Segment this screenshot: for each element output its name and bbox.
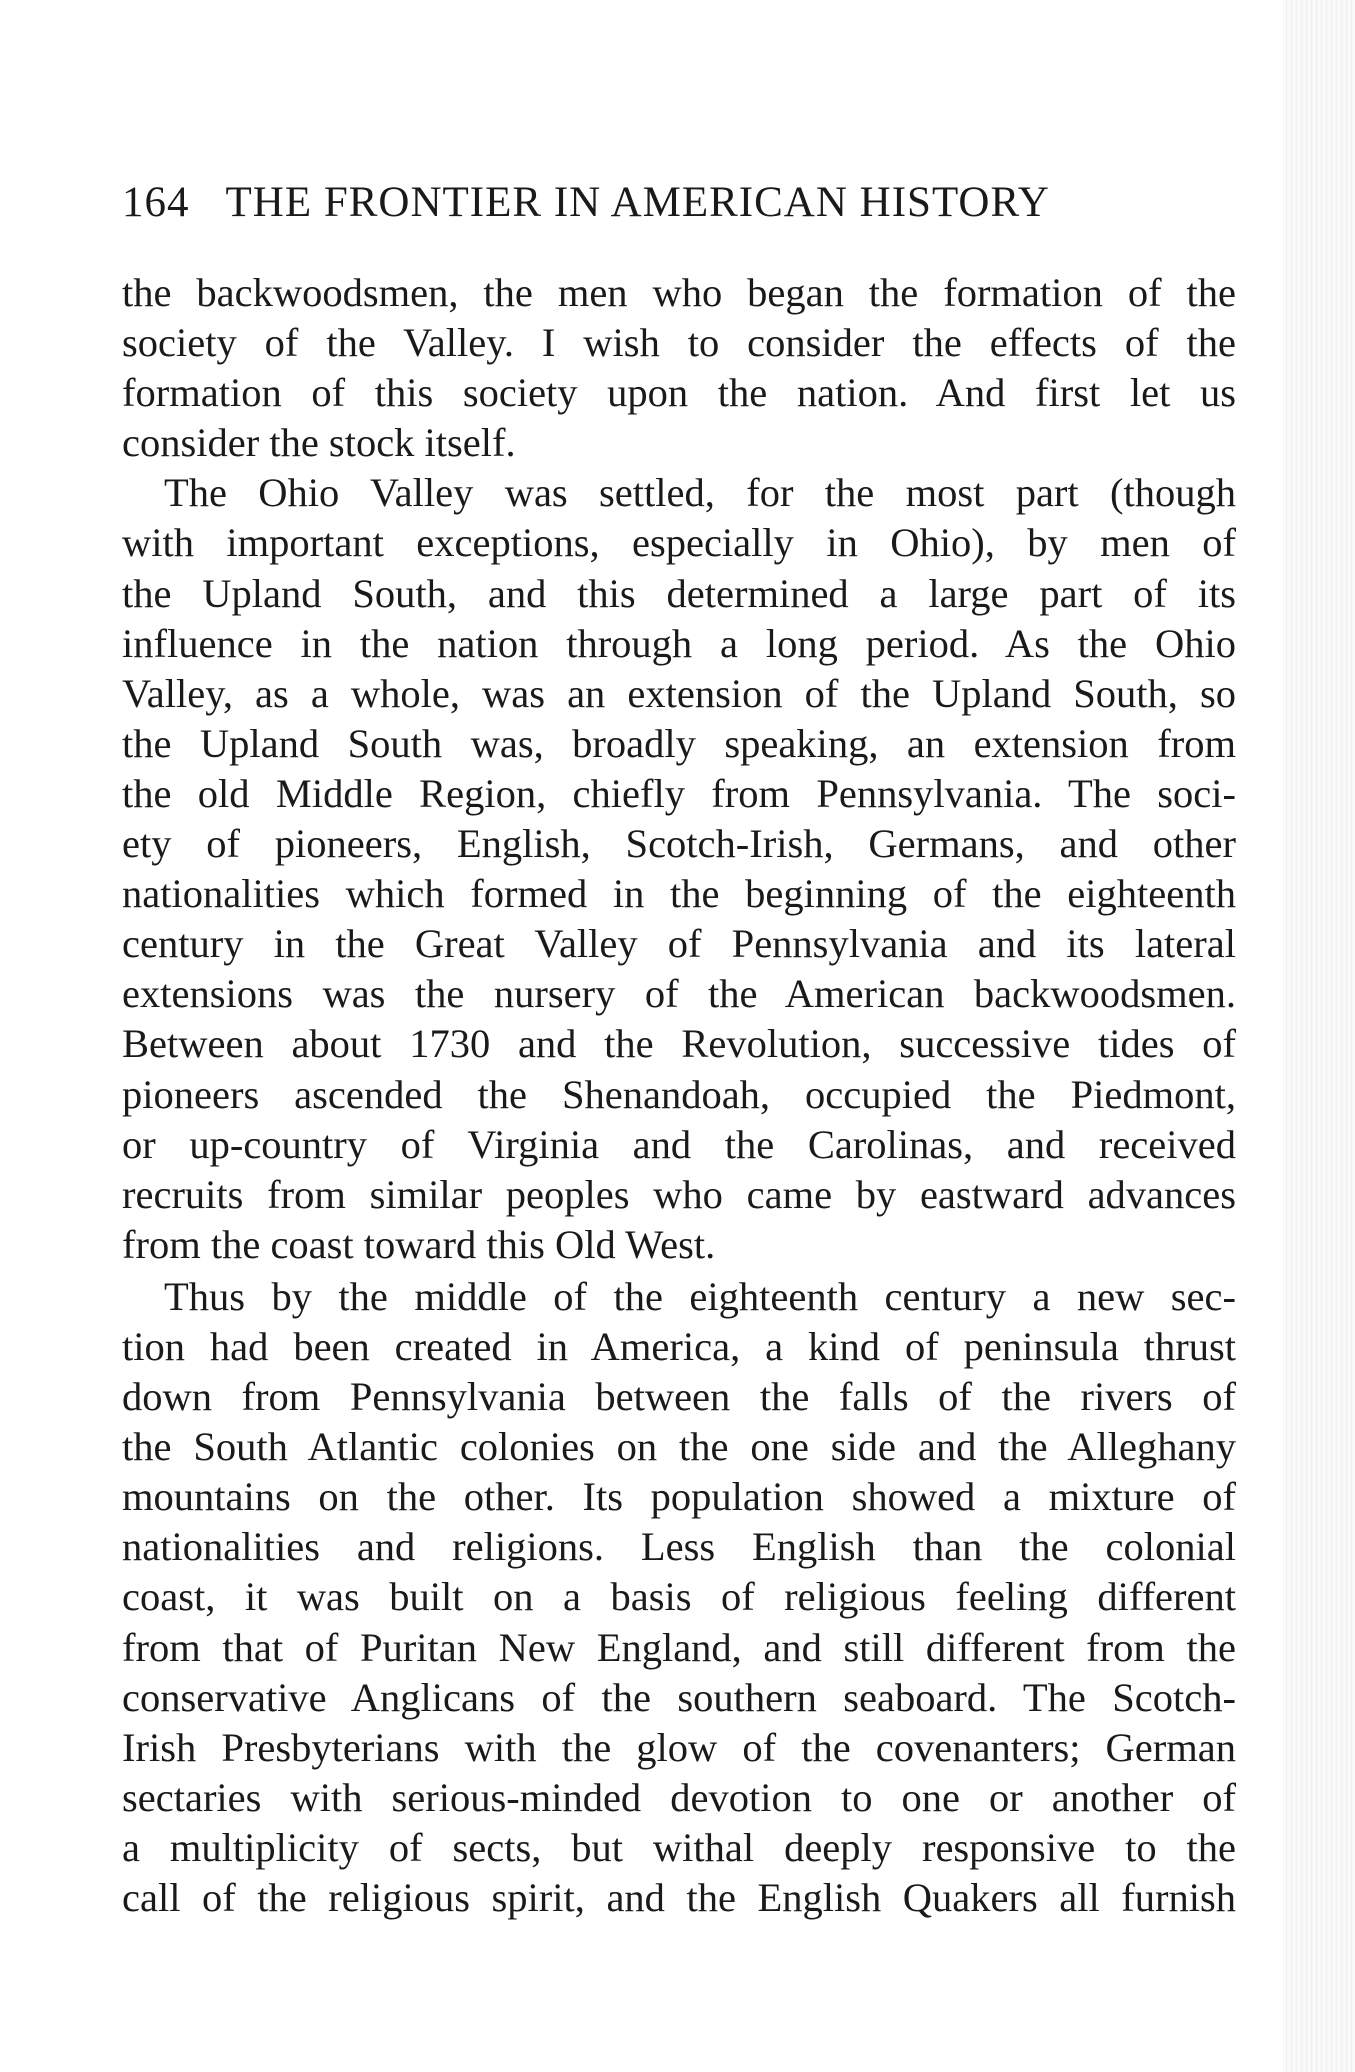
paragraph-1	[122, 268, 1236, 468]
text-line: ety of pioneers, English, Scotch-Irish, Germans, and other	[122, 821, 1236, 867]
text-line: Between about 1730 and the Revolution, successive tides of	[122, 1021, 1236, 1067]
text-line: nationalities and religions. Less English than the colonial	[122, 1524, 1236, 1570]
text-line: from the coast toward this Old West.	[122, 1221, 716, 1267]
running-header	[122, 178, 1122, 227]
text-line: pioneers ascended the Shenandoah, occupied the Piedmont,	[122, 1071, 1236, 1117]
text-line: sectaries with serious-minded devotion to one or another of	[122, 1774, 1236, 1820]
text-line: tion had been created in America, a kind of peninsula thrust	[122, 1323, 1236, 1369]
body-text	[122, 268, 1236, 1923]
text-line: society of the Valley. I wish to consider the effects of the	[122, 320, 1236, 366]
text-line: The Ohio Valley was settled, for the most part (though	[164, 470, 1236, 516]
text-line: or up-country of Virginia and the Carolinas, and received	[122, 1121, 1236, 1167]
text-line: with important exceptions, especially in Ohio), by men of	[122, 520, 1236, 566]
text-line: conservative Anglicans of the southern seaboard. The Scotch-	[122, 1674, 1236, 1720]
text-line: Valley, as a whole, was an extension of the Upland South, so	[122, 670, 1236, 716]
text-line: consider the stock itself.	[122, 420, 516, 466]
page-number: 164	[122, 179, 190, 226]
text-line: down from Pennsylvania between the falls of the rivers of	[122, 1374, 1236, 1420]
text-line: call of the religious spirit, and the English Quakers all furnish	[122, 1875, 1236, 1920]
text-line: the backwoodsmen, the men who began the formation of the	[122, 270, 1236, 315]
text-line: the Upland South, and this determined a large part of its	[122, 570, 1236, 616]
text-line: formation of this society upon the nation. And first let us	[122, 370, 1236, 416]
text-line: nationalities which formed in the beginning of the eighteenth	[122, 871, 1236, 917]
text-line: extensions was the nursery of the American backwoodsmen.	[122, 971, 1236, 1017]
text-line: a multiplicity of sects, but withal deeply responsive to the	[122, 1824, 1236, 1870]
text-line: century in the Great Valley of Pennsylvania and its lateral	[122, 921, 1236, 967]
text-line: the South Atlantic colonies on the one side and the Alleghany	[122, 1424, 1236, 1470]
text-line: mountains on the other. Its population showed a mixture of	[122, 1474, 1236, 1520]
text-line: the old Middle Region, chiefly from Pennsylvania. The soci-	[122, 770, 1236, 816]
text-line: from that of Puritan New England, and still different from the	[122, 1624, 1236, 1670]
text-line: recruits from similar peoples who came by eastward advances	[122, 1171, 1236, 1217]
running-title: THE FRONTIER IN AMERICAN HISTORY	[225, 179, 1050, 226]
text-line: the Upland South was, broadly speaking, an extension from	[122, 720, 1236, 766]
text-line: influence in the nation through a long period. As the Ohio	[122, 620, 1236, 666]
text-line: Thus by the middle of the eighteenth century a new sec-	[164, 1273, 1236, 1319]
page-edge-scan-shadow	[1283, 0, 1355, 2072]
paragraph-3	[122, 1272, 1236, 1923]
text-line: coast, it was built on a basis of religious feeling different	[122, 1574, 1236, 1620]
text-line: Irish Presbyterians with the glow of the covenanters; German	[122, 1724, 1236, 1770]
paragraph-2	[122, 468, 1236, 1270]
